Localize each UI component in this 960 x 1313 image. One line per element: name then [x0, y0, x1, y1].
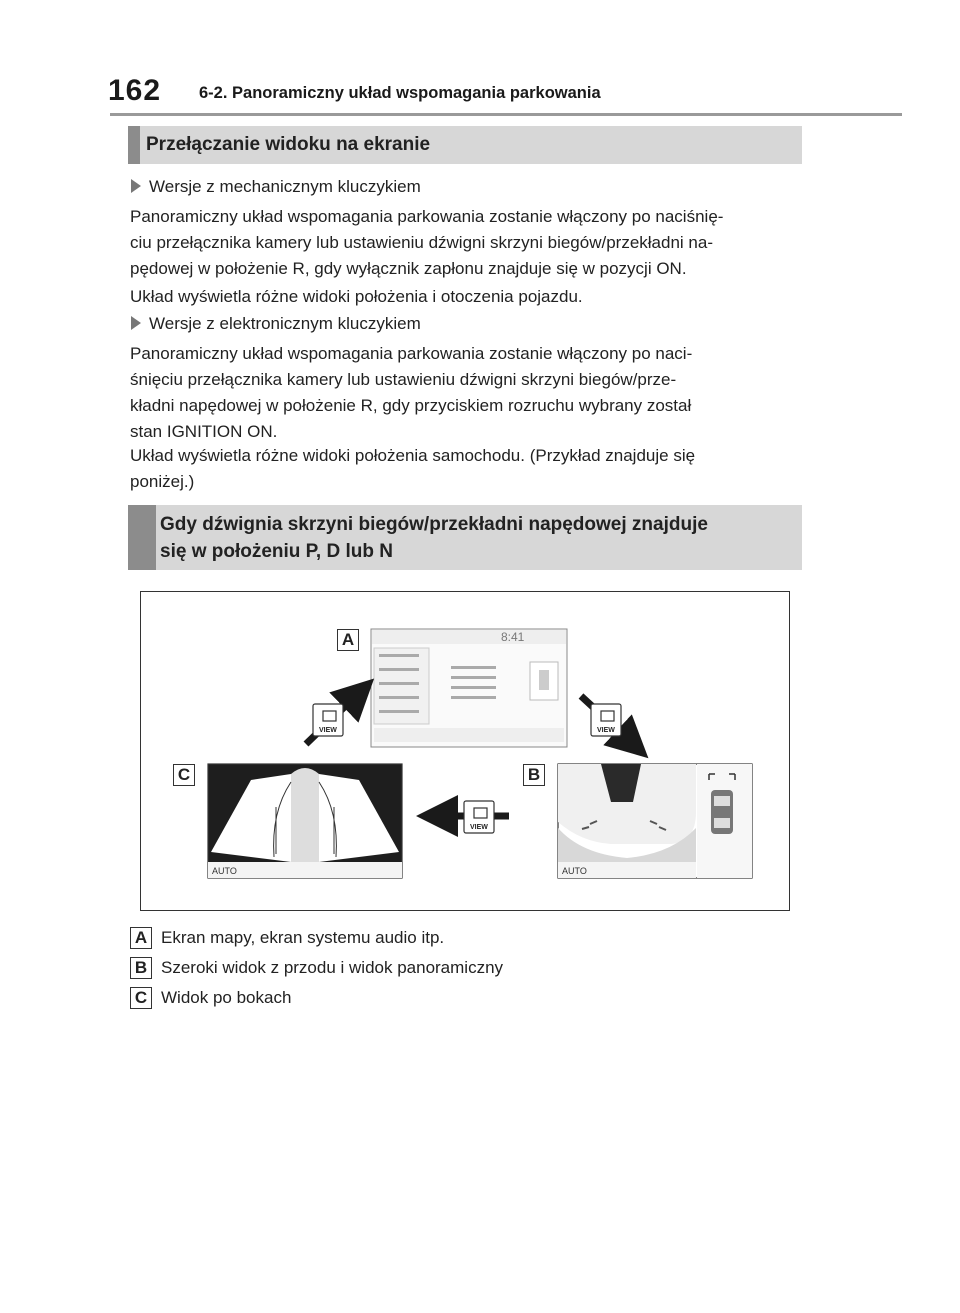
bullet-text: Wersje z mechanicznym kluczykiem	[149, 177, 421, 196]
subsection-title-line: się w położeniu P, D lub N	[160, 541, 393, 562]
figure-label-b: B	[523, 764, 545, 786]
subsection-heading	[128, 505, 802, 570]
paragraph-mechanical-2	[130, 284, 802, 310]
screen-a-audio	[371, 629, 567, 747]
legend-text-a: Ekran mapy, ekran systemu audio itp.	[161, 928, 445, 947]
text-line: Panoramiczny układ wspomagania parkowania zostanie włączony po naciśnię-	[130, 207, 724, 226]
triangle-bullet-icon	[131, 316, 141, 330]
figure-view-diagram	[140, 591, 790, 911]
section-title: Przełączanie widoku na ekranie	[146, 134, 431, 155]
text-line: Układ wyświetla różne widoki położenia i otoczenia pojazdu.	[130, 287, 583, 306]
legend-key-b: B	[130, 957, 152, 979]
view-text: VIEW	[319, 727, 337, 734]
view-button-bottom	[464, 801, 494, 833]
view-text: VIEW	[597, 727, 615, 734]
subsection-title-line: Gdy dźwignia skrzyni biegów/przekładni napędowej znajduje	[160, 514, 708, 535]
text-line: śnięciu przełącznika kamery lub ustawieniu dźwigni skrzyni biegów/prze-	[130, 370, 677, 389]
screen-b-panoramic	[558, 764, 752, 878]
view-text: VIEW	[470, 824, 488, 831]
text-line: ciu przełącznika kamery lub ustawieniu dźwigni skrzyni biegów/przekładni na-	[130, 233, 713, 252]
text-line: Panoramiczny układ wspomagania parkowania zostanie włączony po naci-	[130, 344, 693, 363]
paragraph-electronic	[130, 341, 802, 445]
bullet-electronic-key	[131, 314, 421, 334]
figure-label-a: A	[337, 629, 359, 651]
legend-key-a: A	[130, 927, 152, 949]
text-line: Układ wyświetla różne widoki położenia samochodu. (Przykład znajduje się	[130, 446, 696, 465]
legend-key-c: C	[130, 987, 152, 1009]
view-button-left	[313, 704, 343, 736]
text-line: kładni napędowej w położenie R, gdy przyciskiem rozruchu wybrany został	[130, 396, 692, 415]
view-button-right	[591, 704, 621, 736]
auto-label-b: AUTO	[562, 866, 587, 876]
bullet-mechanical-key	[131, 177, 421, 197]
section-heading	[128, 126, 802, 164]
auto-label-c: AUTO	[212, 866, 237, 876]
paragraph-mechanical	[130, 204, 802, 282]
screen-time: 8:41	[501, 630, 525, 644]
chapter-title: 6-2. Panoramiczny układ wspomagania parkowania	[199, 84, 601, 102]
figure-svg	[141, 592, 788, 909]
legend-text-c: Widok po bokach	[161, 988, 292, 1007]
paragraph-electronic-2	[130, 443, 802, 495]
text-line: pędowej w położenie R, gdy wyłącznik zapłonu znajduje się w pozycji ON.	[130, 259, 687, 278]
triangle-bullet-icon	[131, 179, 141, 193]
header-rule	[110, 113, 902, 116]
text-line: poniżej.)	[130, 472, 195, 491]
page-number: 162	[108, 74, 162, 107]
bullet-text: Wersje z elektronicznym kluczykiem	[149, 314, 421, 333]
figure-label-c: C	[173, 764, 195, 786]
text-line: stan IGNITION ON.	[130, 422, 278, 441]
screen-c-side	[208, 764, 402, 878]
legend-text-b: Szeroki widok z przodu i widok panoramiczny	[161, 958, 504, 977]
